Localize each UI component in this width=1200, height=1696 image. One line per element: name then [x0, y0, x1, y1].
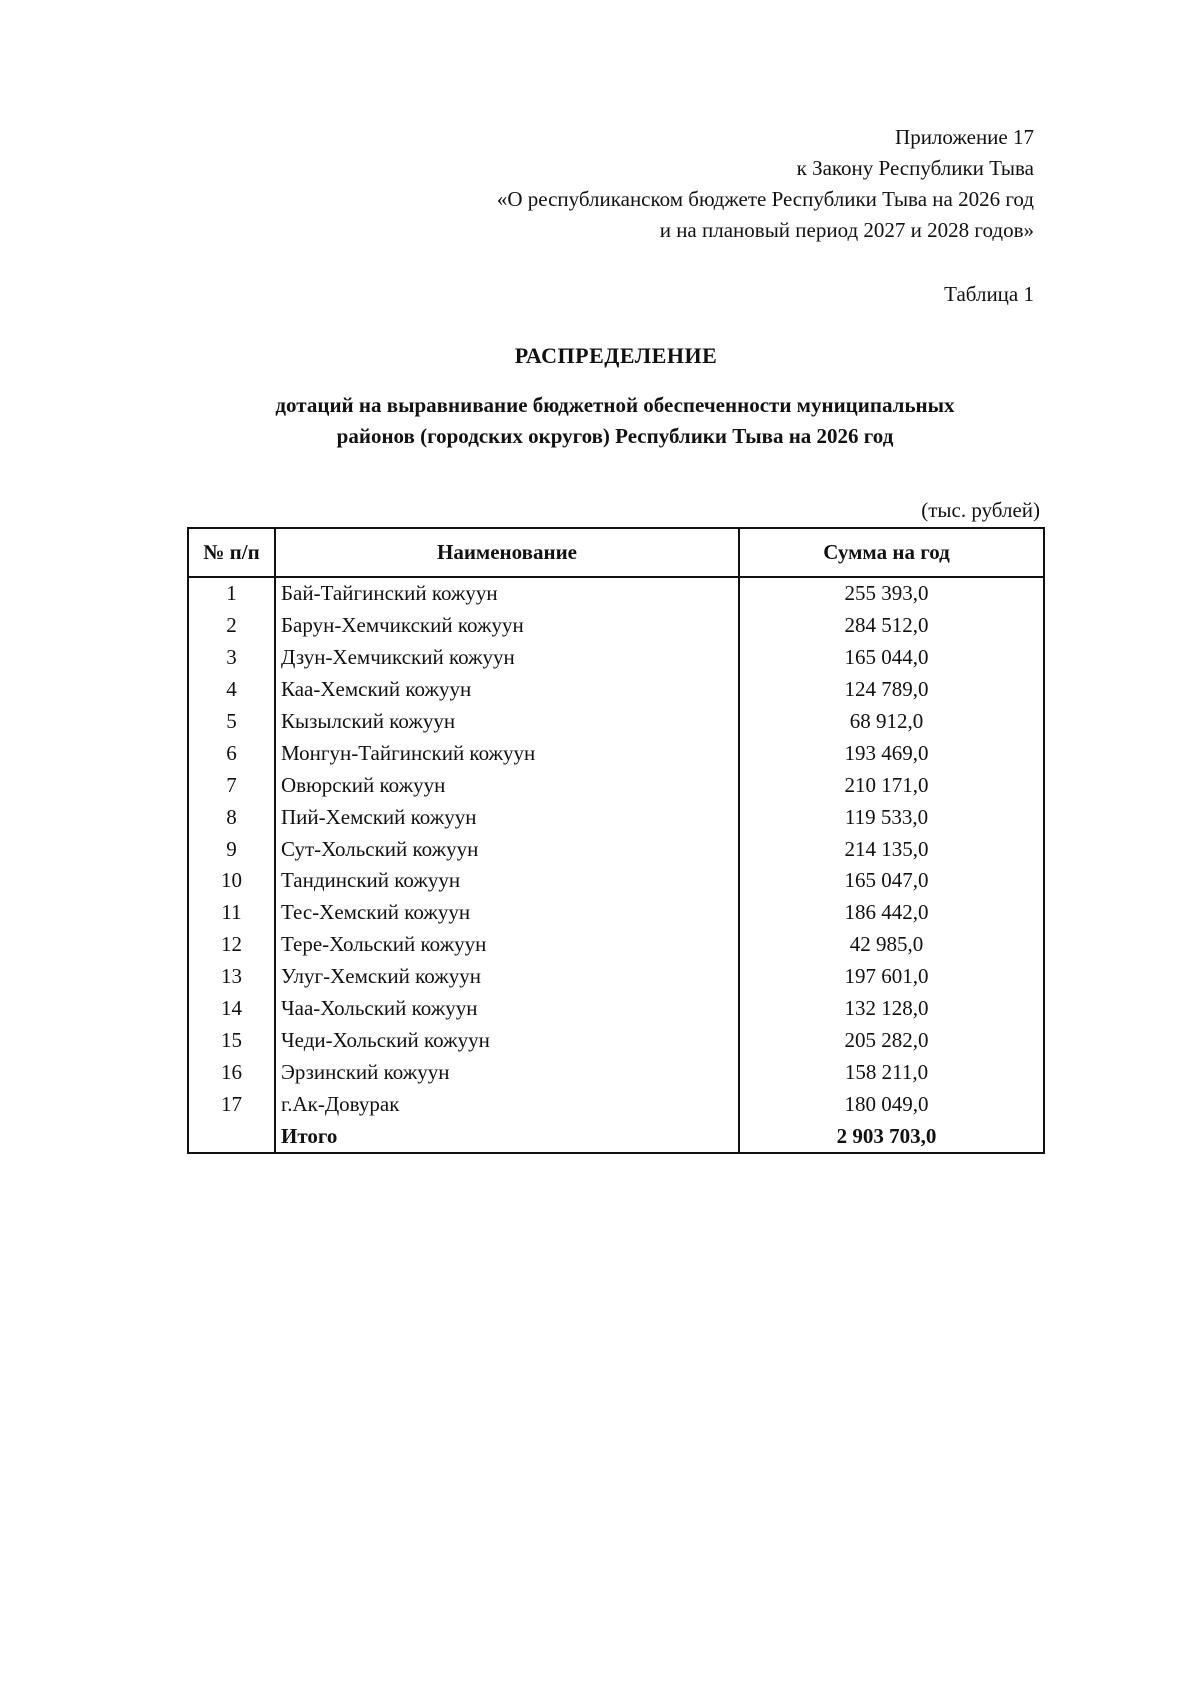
row-sum: 205 282,0	[739, 1024, 1044, 1056]
subtitle-line-2: районов (городских округов) Республики Тыва на 2026 год	[336, 424, 894, 448]
row-number: 9	[188, 833, 275, 865]
table-row	[188, 769, 1044, 801]
table-total-row	[188, 1120, 1044, 1153]
row-sum: 193 469,0	[739, 737, 1044, 769]
table-row	[188, 642, 1044, 674]
total-sum: 2 903 703,0	[739, 1120, 1044, 1153]
units-label: (тыс. рублей)	[921, 498, 1040, 522]
row-sum: 210 171,0	[739, 769, 1044, 801]
row-sum: 124 789,0	[739, 674, 1044, 706]
row-name: Монгун-Тайгинский кожуун	[275, 737, 739, 769]
subtitle-line-1: дотаций на выравнивание бюджетной обеспеченности муниципальных	[275, 393, 955, 417]
row-number: 7	[188, 769, 275, 801]
table-row	[188, 897, 1044, 929]
table-row	[188, 1056, 1044, 1088]
appendix-header	[497, 122, 1034, 246]
table-row	[188, 706, 1044, 738]
row-number: 15	[188, 1024, 275, 1056]
row-number: 10	[188, 865, 275, 897]
row-name: Кызылский кожуун	[275, 706, 739, 738]
law-reference: к Закону Республики Тыва	[796, 156, 1034, 180]
row-sum: 42 985,0	[739, 929, 1044, 961]
row-number: 12	[188, 929, 275, 961]
row-name: Дзун-Хемчикский кожуун	[275, 642, 739, 674]
row-name: Тере-Хольский кожуун	[275, 929, 739, 961]
row-sum: 132 128,0	[739, 993, 1044, 1025]
column-header-sum: Сумма на год	[739, 528, 1044, 577]
row-number: 17	[188, 1088, 275, 1120]
row-sum: 119 533,0	[739, 801, 1044, 833]
row-name: Чаа-Хольский кожуун	[275, 993, 739, 1025]
row-name: Тандинский кожуун	[275, 865, 739, 897]
row-number: 11	[188, 897, 275, 929]
column-header-name: Наименование	[275, 528, 739, 577]
row-sum: 214 135,0	[739, 833, 1044, 865]
row-sum: 186 442,0	[739, 897, 1044, 929]
row-sum: 284 512,0	[739, 610, 1044, 642]
row-number: 2	[188, 610, 275, 642]
row-sum: 255 393,0	[739, 577, 1044, 610]
table-row	[188, 610, 1044, 642]
row-name: Тес-Хемский кожуун	[275, 897, 739, 929]
subsidy-table	[187, 527, 1045, 1154]
row-number: 16	[188, 1056, 275, 1088]
row-name: Овюрский кожуун	[275, 769, 739, 801]
row-number: 3	[188, 642, 275, 674]
table-row	[188, 961, 1044, 993]
row-sum: 180 049,0	[739, 1088, 1044, 1120]
row-sum: 68 912,0	[739, 706, 1044, 738]
table-row	[188, 801, 1044, 833]
row-number: 4	[188, 674, 275, 706]
appendix-number: Приложение 17	[895, 125, 1034, 149]
table-row	[188, 865, 1044, 897]
law-period: и на плановый период 2027 и 2028 годов»	[659, 218, 1034, 242]
table-row	[188, 833, 1044, 865]
table-header-row	[188, 528, 1044, 577]
row-sum: 165 044,0	[739, 642, 1044, 674]
table-body	[188, 577, 1044, 1153]
row-name: Пий-Хемский кожуун	[275, 801, 739, 833]
table-row	[188, 1088, 1044, 1120]
row-sum: 165 047,0	[739, 865, 1044, 897]
table-row	[188, 737, 1044, 769]
row-name: г.Ак-Довурак	[275, 1088, 739, 1120]
row-name: Улуг-Хемский кожуун	[275, 961, 739, 993]
total-number	[188, 1120, 275, 1153]
row-number: 8	[188, 801, 275, 833]
row-number: 6	[188, 737, 275, 769]
row-name: Сут-Хольский кожуун	[275, 833, 739, 865]
row-name: Чеди-Хольский кожуун	[275, 1024, 739, 1056]
row-name: Барун-Хемчикский кожуун	[275, 610, 739, 642]
row-sum: 158 211,0	[739, 1056, 1044, 1088]
row-sum: 197 601,0	[739, 961, 1044, 993]
row-number: 1	[188, 577, 275, 610]
row-name: Бай-Тайгинский кожуун	[275, 577, 739, 610]
table-row	[188, 929, 1044, 961]
table-row	[188, 1024, 1044, 1056]
law-title: «О республиканском бюджете Республики Тыва на 2026 год	[496, 187, 1034, 211]
table-row	[188, 993, 1044, 1025]
table-row	[188, 674, 1044, 706]
row-number: 5	[188, 706, 275, 738]
document-title: РАСПРЕДЕЛЕНИЕ	[514, 343, 718, 368]
column-header-number: № п/п	[188, 528, 275, 577]
total-label: Итого	[275, 1120, 739, 1153]
table-row	[188, 577, 1044, 610]
document-subtitle	[180, 390, 1050, 452]
row-number: 14	[188, 993, 275, 1025]
row-name: Эрзинский кожуун	[275, 1056, 739, 1088]
row-number: 13	[188, 961, 275, 993]
table-label: Таблица 1	[944, 282, 1034, 306]
row-name: Каа-Хемский кожуун	[275, 674, 739, 706]
